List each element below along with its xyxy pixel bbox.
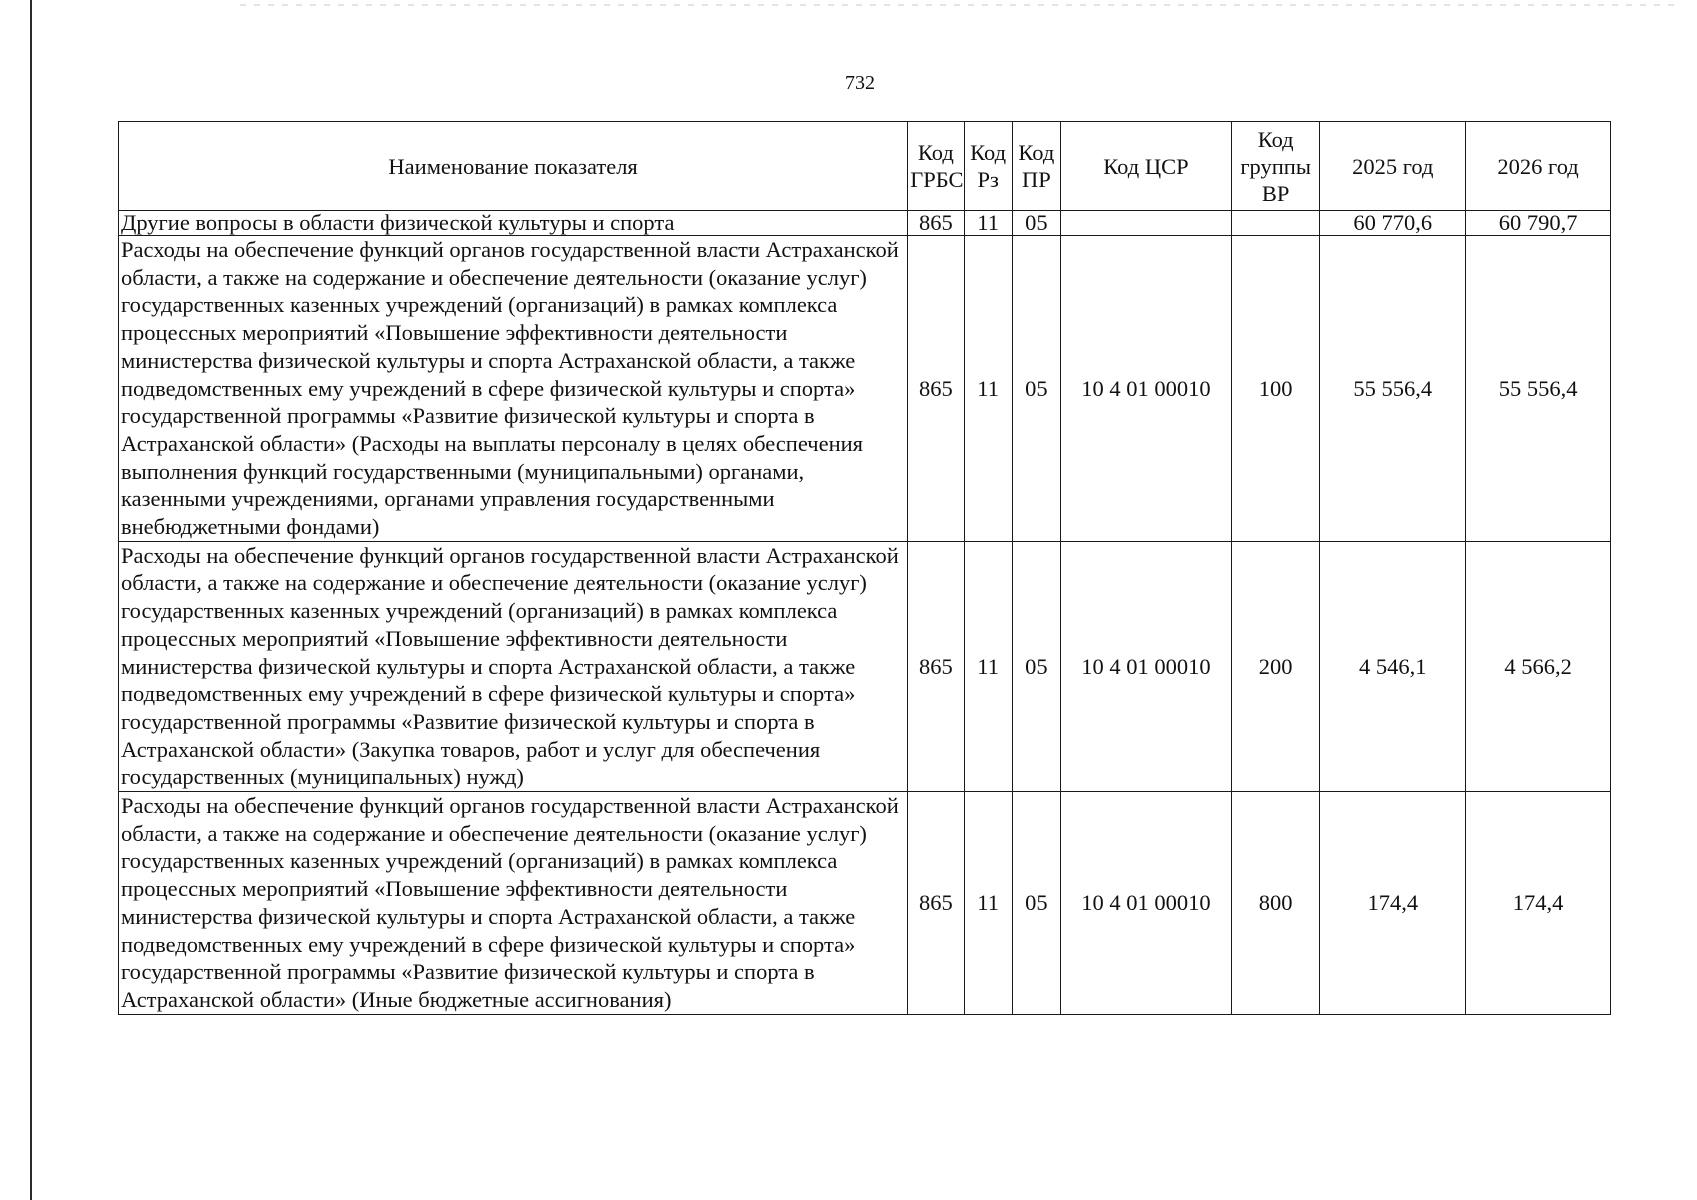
row-csr: 10 4 01 00010	[1061, 792, 1232, 1015]
page-number: 732	[845, 72, 875, 94]
header-csr: Код ЦСР	[1061, 122, 1232, 211]
row-csr	[1061, 211, 1232, 236]
row-rz: 11	[964, 792, 1012, 1015]
row-2025: 55 556,4	[1320, 236, 1466, 542]
row-pr: 05	[1012, 792, 1060, 1015]
table-row	[119, 541, 1611, 791]
row-name: Расходы на обеспечение функций органов государственной власти Астраханской области, а также на содержание и обеспечение деятельности (оказание услуг) государственных казенных учреждений (организаций) в рамках комплекса процессных мероприятий «Повышение эффективности деятельности министерства физической культуры и спорта Астраханской области, а также подведомственных ему учреждений в сфере физической культуры и спорта» государственной программы «Развитие физической культуры и спорта в Астраханской области» (Иные бюджетные ассигнования)	[119, 792, 908, 1015]
row-grbs: 865	[908, 211, 964, 236]
row-2026: 60 790,7	[1466, 211, 1611, 236]
row-csr: 10 4 01 00010	[1061, 541, 1232, 791]
row-2026: 55 556,4	[1466, 236, 1611, 542]
header-grbs: Код ГРБС	[908, 122, 964, 211]
row-name: Другие вопросы в области физической культуры и спорта	[119, 211, 908, 236]
row-grbs: 865	[908, 541, 964, 791]
row-name: Расходы на обеспечение функций органов государственной власти Астраханской области, а также на содержание и обеспечение деятельности (оказание услуг) государственных казенных учреждений (организаций) в рамках комплекса процессных мероприятий «Повышение эффективности деятельности министерства физической культуры и спорта Астраханской области, а также подведомственных ему учреждений в сфере физической культуры и спорта» государственной программы «Развитие физической культуры и спорта в Астраханской области» (Расходы на выплаты персоналу в целях обеспечения выполнения функций государственными (муниципальными) органами, казенными учреждениями, органами управления государственными внебюджетными фондами)	[119, 236, 908, 542]
scan-artifact	[240, 4, 1680, 6]
table-row	[119, 236, 1611, 542]
row-vr: 200	[1231, 541, 1319, 791]
row-grbs: 865	[908, 792, 964, 1015]
row-2026: 4 566,2	[1466, 541, 1611, 791]
row-2025: 60 770,6	[1320, 211, 1466, 236]
row-name: Расходы на обеспечение функций органов государственной власти Астраханской области, а также на содержание и обеспечение деятельности (оказание услуг) государственных казенных учреждений (организаций) в рамках комплекса процессных мероприятий «Повышение эффективности деятельности министерства физической культуры и спорта Астраханской области, а также подведомственных ему учреждений в сфере физической культуры и спорта» государственной программы «Развитие физической культуры и спорта в Астраханской области» (Закупка товаров, работ и услуг для обеспечения государственных (муниципальных) нужд)	[119, 541, 908, 791]
row-vr: 100	[1231, 236, 1319, 542]
row-2025: 174,4	[1320, 792, 1466, 1015]
table-header-row	[119, 122, 1611, 211]
row-csr: 10 4 01 00010	[1061, 236, 1232, 542]
row-rz: 11	[964, 541, 1012, 791]
row-rz: 11	[964, 236, 1012, 542]
header-pr: Код ПР	[1012, 122, 1060, 211]
header-name: Наименование показателя	[119, 122, 908, 211]
row-grbs: 865	[908, 236, 964, 542]
row-2026: 174,4	[1466, 792, 1611, 1015]
binding-edge-line	[30, 0, 32, 1200]
row-pr: 05	[1012, 236, 1060, 542]
row-vr	[1231, 211, 1319, 236]
row-vr: 800	[1231, 792, 1319, 1015]
row-pr: 05	[1012, 541, 1060, 791]
row-rz: 11	[964, 211, 1012, 236]
header-vr: Код группы ВР	[1231, 122, 1319, 211]
table-row	[119, 792, 1611, 1015]
header-2025: 2025 год	[1320, 122, 1466, 211]
row-2025: 4 546,1	[1320, 541, 1466, 791]
header-2026: 2026 год	[1466, 122, 1611, 211]
budget-table	[118, 121, 1611, 1015]
header-rz: Код Рз	[964, 122, 1012, 211]
table-row	[119, 211, 1611, 236]
row-pr: 05	[1012, 211, 1060, 236]
